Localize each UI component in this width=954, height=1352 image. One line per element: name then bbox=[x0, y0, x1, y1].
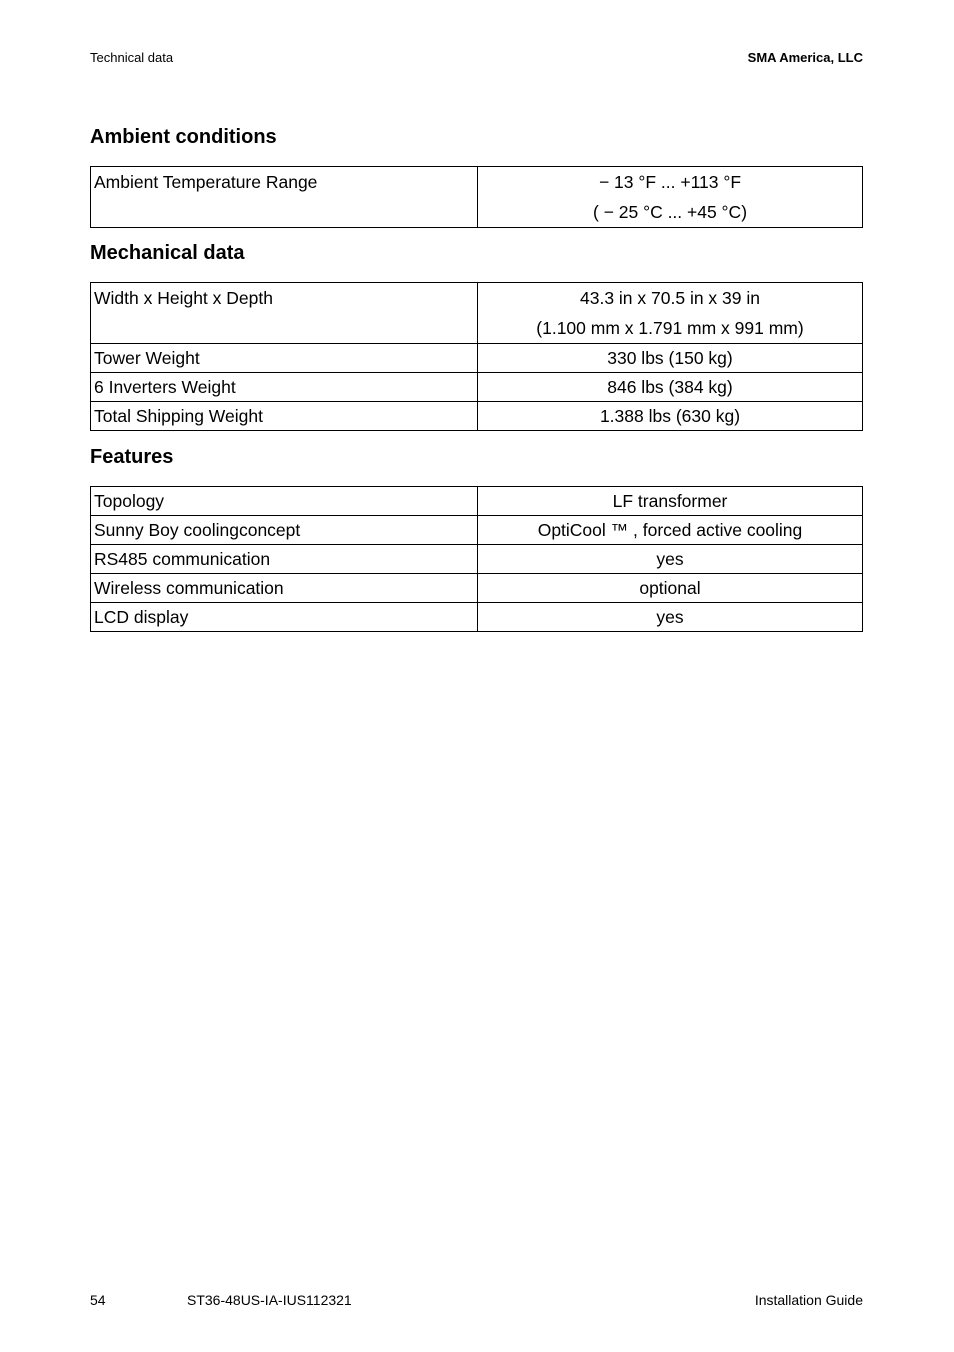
row-label: Sunny Boy coolingconcept bbox=[91, 516, 478, 545]
value-line: − 13 °F ... +113 °F bbox=[598, 172, 742, 192]
row-value bbox=[478, 283, 863, 344]
row-value: optional bbox=[478, 574, 863, 603]
row-label: Tower Weight bbox=[91, 344, 478, 373]
value-line: (1.100 mm x 1.791 mm x 991 mm) bbox=[536, 318, 804, 338]
row-label: Topology bbox=[91, 487, 478, 516]
value-line: ( − 25 °C ... +45 °C) bbox=[592, 202, 748, 222]
row-value: OptiCool ™ , forced active cooling bbox=[478, 516, 863, 545]
running-header-section: Technical data bbox=[90, 50, 174, 65]
ambient-conditions-heading: Ambient conditions bbox=[90, 126, 277, 148]
row-label: Wireless communication bbox=[91, 574, 478, 603]
table-row bbox=[91, 344, 863, 373]
row-label: 6 Inverters Weight bbox=[91, 373, 478, 402]
document-id: ST36-48US-IA-IUS112321 bbox=[187, 1292, 352, 1308]
table-row bbox=[91, 516, 863, 545]
document-type: Installation Guide bbox=[754, 1292, 863, 1308]
row-label: RS485 communication bbox=[91, 545, 478, 574]
table-row bbox=[91, 545, 863, 574]
mechanical-data-heading: Mechanical data bbox=[90, 242, 245, 264]
page-number: 54 bbox=[90, 1292, 106, 1308]
row-label: Total Shipping Weight bbox=[91, 402, 478, 431]
table-row bbox=[91, 402, 863, 431]
row-value: 1.388 lbs (630 kg) bbox=[478, 402, 863, 431]
mechanical-data-table bbox=[90, 282, 863, 431]
row-label: LCD display bbox=[91, 603, 478, 632]
row-value: 846 lbs (384 kg) bbox=[478, 373, 863, 402]
value-line: 43.3 in x 70.5 in x 39 in bbox=[580, 288, 760, 308]
row-value: LF transformer bbox=[478, 487, 863, 516]
ambient-conditions-table bbox=[90, 166, 863, 228]
table-row bbox=[91, 574, 863, 603]
row-value: yes bbox=[478, 603, 863, 632]
features-table bbox=[90, 486, 863, 632]
table-row bbox=[91, 603, 863, 632]
table-row bbox=[91, 487, 863, 516]
row-value bbox=[478, 167, 863, 228]
row-value: 330 lbs (150 kg) bbox=[478, 344, 863, 373]
table-row bbox=[91, 373, 863, 402]
row-label: Width x Height x Depth bbox=[91, 283, 478, 344]
features-heading: Features bbox=[90, 446, 174, 468]
table-row bbox=[91, 167, 863, 228]
running-header-company: SMA America, LLC bbox=[747, 50, 863, 65]
table-row bbox=[91, 283, 863, 344]
row-label: Ambient Temperature Range bbox=[91, 167, 478, 228]
row-value: yes bbox=[478, 545, 863, 574]
